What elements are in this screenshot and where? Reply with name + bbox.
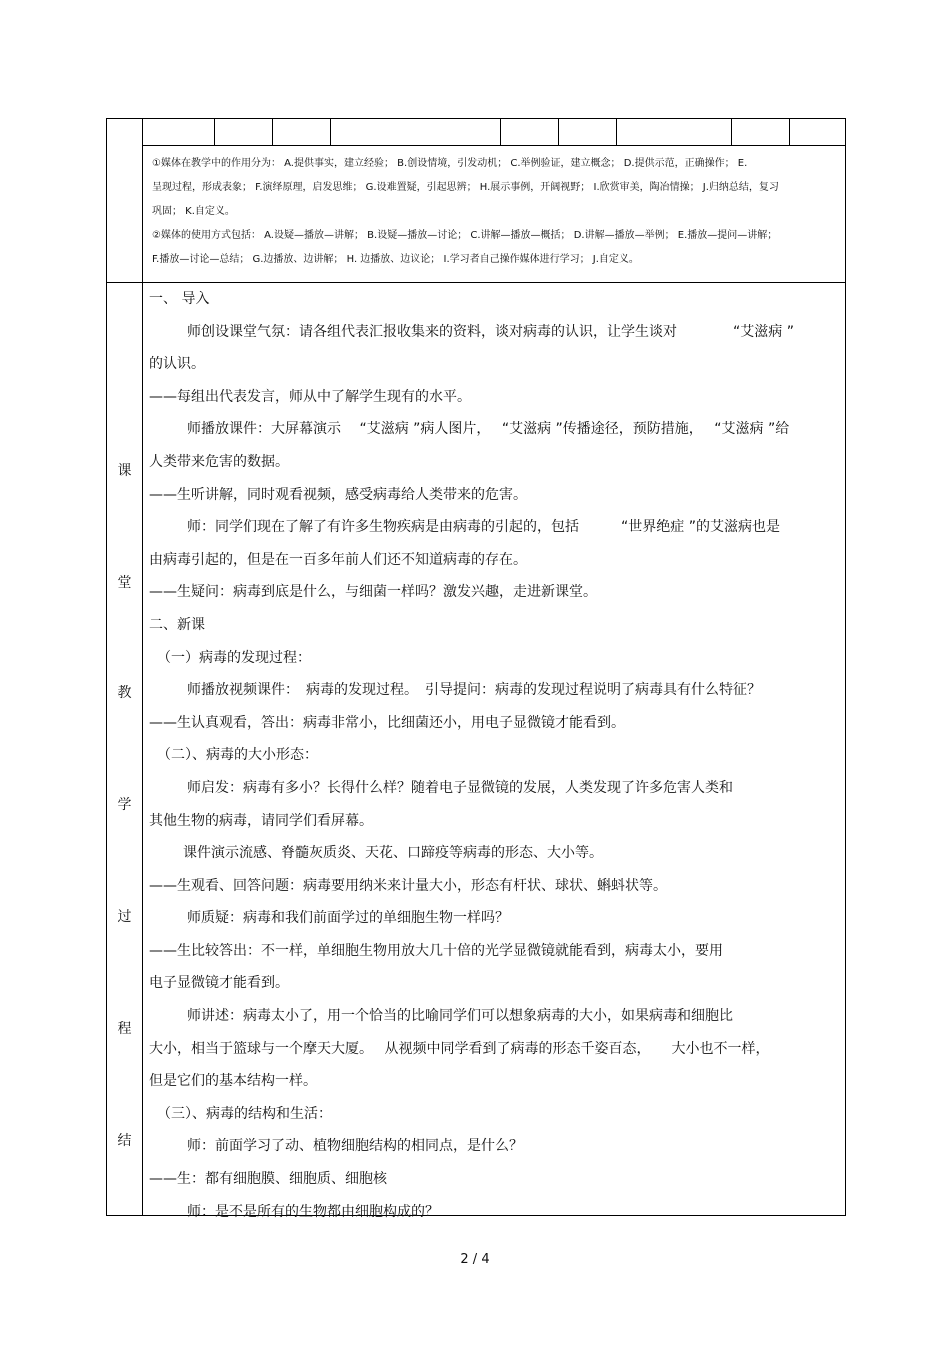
empty-cell	[501, 118, 559, 145]
content-line: 师讲述：病毒太小了，用一个恰当的比喻同学们可以想象病毒的大小，如果病毒和细胞比	[187, 1008, 733, 1025]
content-line: 师播放视频课件： 病毒的发现过程。 引导提问：病毒的发现过程说明了病毒具有什么特征？	[187, 682, 761, 699]
subsection-heading: （三）、病毒的结构和生活：	[157, 1105, 332, 1122]
content-line: 的认识。	[149, 356, 205, 373]
side-label-char: 教	[117, 685, 132, 701]
empty-cell	[617, 118, 732, 145]
content-line: ——生认真观看，答出：病毒非常小，比细菌还小，用电子显微镜才能看到。	[149, 714, 625, 731]
content-line: 大小，相当于篮球与一个摩天大厦。 从视频中同学看到了病毒的形态千姿百态， 大小也不一样，	[149, 1040, 770, 1057]
subsection-heading: （一）病毒的发现过程：	[157, 649, 311, 666]
side-label-char: 程	[117, 1021, 132, 1037]
content-line: ——生观看、回答问题：病毒要用纳米来计量大小，形态有杆状、球状、蝌蚪状等。	[149, 877, 667, 894]
empty-cell	[142, 118, 215, 145]
side-label-char: 堂	[117, 575, 132, 591]
section-heading: 二、新课	[149, 616, 205, 633]
section-heading: 一、 导入	[149, 291, 210, 307]
section-side-label	[106, 282, 143, 1216]
content-line: ——生比较答出：不一样，单细胞生物用放大几十倍的光学显微镜就能看到，病毒太小，要用	[149, 942, 723, 959]
empty-cell	[215, 118, 273, 145]
lesson-process-content	[149, 283, 839, 1228]
content-line: 师：是不是所有的生物都由细胞构成的？	[187, 1203, 439, 1220]
side-label-char: 课	[117, 463, 132, 479]
content-line: 师播放课件：大屏幕演示 “艾滋病 ”病人图片， “艾滋病 ”传播途径，预防措施， “艾滋病 ”给	[187, 421, 790, 438]
content-line: 课件演示流感、脊髓灰质炎、天花、口蹄疫等病毒的形态、大小等。	[183, 845, 603, 862]
subsection-heading: （二）、病毒的大小形态：	[157, 747, 318, 764]
empty-cell	[559, 118, 617, 145]
content-line: 师启发：病毒有多小？长得什么样？随着电子显微镜的发展，人类发现了许多危害人类和	[187, 779, 733, 796]
content-line: 师创设课堂气氛：请各组代表汇报收集来的资料，谈对病毒的认识，让学生谈对 “艾滋病 ”	[187, 323, 794, 340]
content-line: 电子显微镜才能看到。	[149, 975, 289, 992]
media-note-line: 巩固； K.自定义。	[152, 206, 235, 217]
media-usage-notes	[152, 152, 834, 272]
empty-cell	[273, 118, 331, 145]
content-line: 其他生物的病毒，请同学们看屏幕。	[149, 812, 373, 829]
empty-header-row	[106, 118, 846, 145]
content-line: ——每组出代表发言，师从中了解学生现有的水平。	[149, 388, 471, 405]
content-line: ——生：都有细胞膜、细胞质、细胞核	[149, 1171, 387, 1188]
content-line: 但是它们的基本结构一样。	[149, 1073, 317, 1090]
row-separator	[142, 145, 846, 146]
media-note-line: ②媒体的使用方式包括： A.设疑—播放—讲解； B.设疑—播放—讨论； C.讲解—播放—概括； D.讲解—播放—举例； E.播放—提问—讲解；	[152, 230, 778, 241]
media-note-line: F.播放—讨论—总结； G.边播放、边讲解； H. 边播放、边议论； I.学习者自己操作媒体进行学习； J.自定义。	[152, 254, 639, 265]
content-line: 师：前面学习了动、植物细胞结构的相同点，是什么？	[187, 1138, 523, 1155]
content-line: 由病毒引起的，但是在一百多年前人们还不知道病毒的存在。	[149, 551, 527, 568]
empty-cell	[331, 118, 501, 145]
side-label-char: 结	[117, 1133, 132, 1149]
empty-cell	[732, 118, 790, 145]
page-number: 2 / 4	[460, 1252, 490, 1267]
content-line: ——生听讲解，同时观看视频，感受病毒给人类带来的危害。	[149, 486, 527, 503]
content-line: 师：同学们现在了解了有许多生物疾病是由病毒的引起的，包括 “世界绝症 ”的艾滋病也是	[187, 519, 780, 536]
content-line: 师质疑：病毒和我们前面学过的单细胞生物一样吗？	[187, 910, 509, 927]
content-line: ——生疑问：病毒到底是什么，与细菌一样吗？激发兴趣，走进新课堂。	[149, 584, 597, 601]
side-label-char: 过	[117, 909, 132, 925]
media-note-line: ①媒体在教学中的作用分为： A.提供事实，建立经验； B.创设情境，引发动机； C.举例验证，建立概念； D.提供示范，正确操作； E.	[152, 158, 748, 169]
content-line: 人类带来危害的数据。	[149, 453, 289, 470]
side-label-char: 学	[117, 797, 132, 813]
media-note-line: 呈现过程，形成表象； F.演绎原理，启发思维； G.设难置疑，引起思辨； H.展示事例，开阔视野； I.欣赏审美，陶冶情操； J.归纳总结，复习	[152, 182, 779, 193]
